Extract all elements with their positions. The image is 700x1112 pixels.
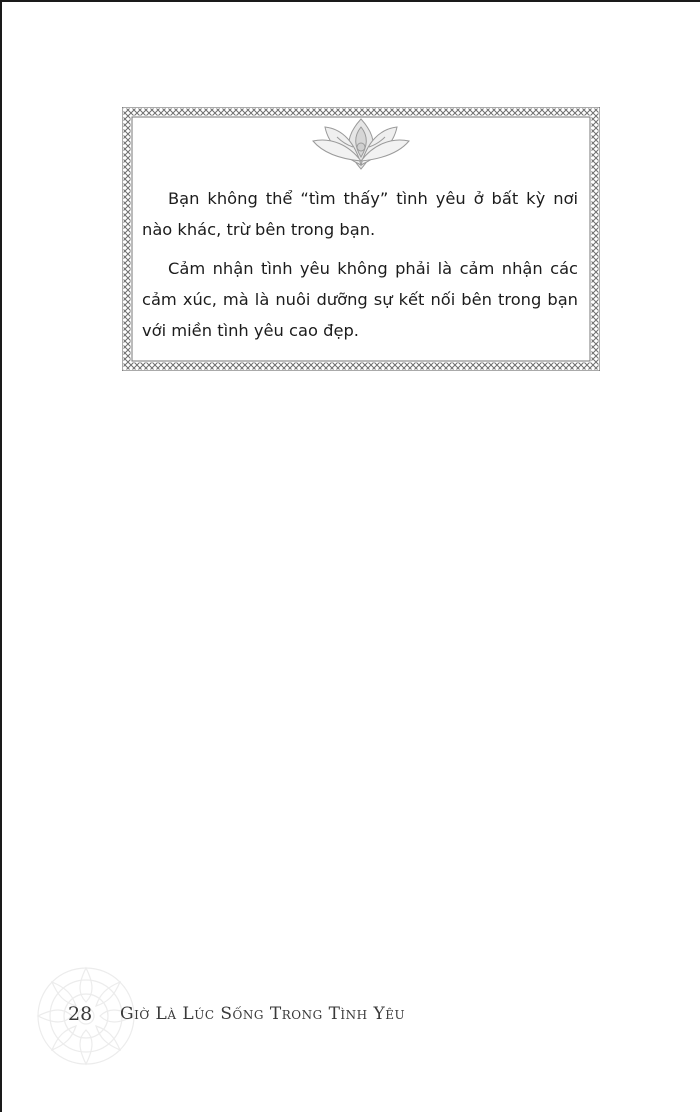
page-edge-left [0, 0, 2, 1112]
quote-paragraph-1: Bạn không thể “tìm thấy” tình yêu ở bất kỳ nơi nào khác, trừ bên trong bạn. [142, 189, 578, 239]
quote-text [142, 183, 578, 354]
quote-paragraph-2: Cảm nhận tình yêu không phải là cảm nhận các cảm xúc, mà là nuôi dưỡng sự kết nối bên trong bạn với miền tình yêu cao đẹp. [142, 259, 578, 340]
running-title: Giờ Là Lúc Sống Trong Tình Yêu [120, 1004, 406, 1024]
page-edge-top [0, 0, 700, 2]
page-number: 28 [68, 1003, 93, 1025]
lotus-mandala-icon [311, 107, 411, 171]
quote-box [122, 107, 600, 371]
